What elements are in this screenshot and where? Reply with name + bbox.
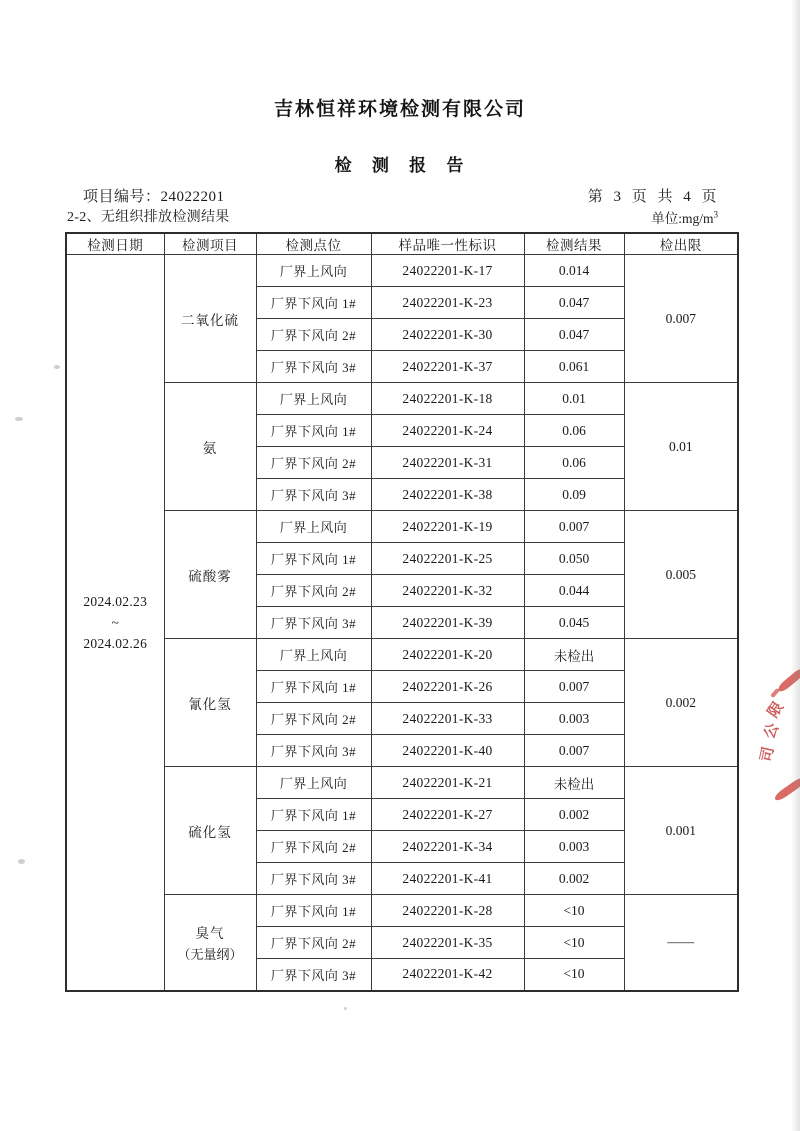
date-tilde: ~ — [111, 614, 120, 630]
item-cell — [164, 895, 256, 991]
header-sample-id: 样品唯一性标识 — [371, 233, 524, 255]
point-cell: 厂界下风向 3# — [256, 959, 371, 991]
sample-id-cell: 24022201-K-27 — [371, 799, 524, 831]
result-cell: 0.003 — [524, 703, 624, 735]
sample-id-cell: 24022201-K-40 — [371, 735, 524, 767]
item-cell: 氨 — [164, 383, 256, 511]
limit-cell: 0.01 — [624, 383, 738, 511]
result-cell: 0.061 — [524, 351, 624, 383]
project-number-label: 项目编号： — [83, 189, 161, 205]
result-cell: 0.002 — [524, 863, 624, 895]
result-cell: 0.06 — [524, 415, 624, 447]
table-row — [66, 383, 738, 415]
result-cell: 0.09 — [524, 479, 624, 511]
result-cell: 0.047 — [524, 287, 624, 319]
table-row — [66, 639, 738, 671]
sample-id-cell: 24022201-K-17 — [371, 255, 524, 287]
sample-id-cell: 24022201-K-33 — [371, 703, 524, 735]
result-cell: <10 — [524, 959, 624, 991]
result-cell: 0.044 — [524, 575, 624, 607]
sample-id-cell: 24022201-K-38 — [371, 479, 524, 511]
sample-id-cell: 24022201-K-37 — [371, 351, 524, 383]
result-cell: 0.01 — [524, 383, 624, 415]
item-cell: 硫酸雾 — [164, 511, 256, 639]
item-cell: 二氧化硫 — [164, 255, 256, 383]
scan-speck — [15, 417, 23, 421]
sample-id-cell: 24022201-K-42 — [371, 959, 524, 991]
table-row — [66, 511, 738, 543]
scan-speck — [18, 859, 25, 864]
result-cell: 0.003 — [524, 831, 624, 863]
scan-speck — [344, 1007, 347, 1010]
item-name: 臭气 — [195, 925, 225, 941]
point-cell: 厂界下风向 1# — [256, 895, 371, 927]
sample-id-cell: 24022201-K-25 — [371, 543, 524, 575]
stamp-char: 司 — [758, 745, 778, 764]
result-cell: <10 — [524, 927, 624, 959]
unit-superscript: 3 — [713, 209, 718, 220]
point-cell: 厂界下风向 3# — [256, 863, 371, 895]
page-indicator: 第 3 页 共 4 页 — [587, 189, 718, 205]
limit-cell: 0.005 — [624, 511, 738, 639]
point-cell: 厂界下风向 2# — [256, 703, 371, 735]
stamp-char: 公 — [761, 721, 783, 742]
limit-cell: 0.002 — [624, 639, 738, 767]
result-cell: 未检出 — [524, 639, 624, 671]
table-row — [66, 255, 738, 287]
date-start: 2024.02.23 — [83, 593, 148, 609]
point-cell: 厂界上风向 — [256, 383, 371, 415]
result-cell: 0.045 — [524, 607, 624, 639]
sample-id-cell: 24022201-K-18 — [371, 383, 524, 415]
result-cell: 0.06 — [524, 447, 624, 479]
point-cell: 厂界下风向 1# — [256, 287, 371, 319]
sample-id-cell: 24022201-K-41 — [371, 863, 524, 895]
date-end: 2024.02.26 — [83, 635, 148, 651]
limit-cell: —— — [624, 895, 738, 991]
header-detection-limit: 检出限 — [624, 233, 738, 255]
header-test-result: 检测结果 — [524, 233, 624, 255]
results-table — [65, 232, 739, 992]
header-test-date: 检测日期 — [66, 233, 164, 255]
project-number — [83, 185, 225, 206]
sample-id-cell: 24022201-K-23 — [371, 287, 524, 319]
result-cell: 0.047 — [524, 319, 624, 351]
point-cell: 厂界下风向 3# — [256, 479, 371, 511]
section-title: 2-2、无组织排放检测结果 — [67, 210, 230, 225]
limit-cell: 0.001 — [624, 767, 738, 895]
project-number-value: 24022201 — [160, 189, 225, 205]
sample-id-cell: 24022201-K-31 — [371, 447, 524, 479]
table-row — [66, 895, 738, 927]
point-cell: 厂界下风向 2# — [256, 447, 371, 479]
header-test-item: 检测项目 — [164, 233, 256, 255]
sample-id-cell: 24022201-K-39 — [371, 607, 524, 639]
limit-cell: 0.007 — [624, 255, 738, 383]
result-cell: 0.007 — [524, 671, 624, 703]
point-cell: 厂界下风向 2# — [256, 927, 371, 959]
sample-id-cell: 24022201-K-21 — [371, 767, 524, 799]
stamp-fragment — [770, 688, 780, 698]
sample-id-cell: 24022201-K-24 — [371, 415, 524, 447]
sample-id-cell: 24022201-K-35 — [371, 927, 524, 959]
point-cell: 厂界上风向 — [256, 255, 371, 287]
stamp-char: 限 — [765, 699, 787, 721]
sample-id-cell: 24022201-K-28 — [371, 895, 524, 927]
header-test-point: 检测点位 — [256, 233, 371, 255]
point-cell: 厂界下风向 3# — [256, 735, 371, 767]
point-cell: 厂界下风向 2# — [256, 831, 371, 863]
result-cell: 0.050 — [524, 543, 624, 575]
sample-id-cell: 24022201-K-30 — [371, 319, 524, 351]
point-cell: 厂界下风向 1# — [256, 415, 371, 447]
point-cell: 厂界下风向 2# — [256, 319, 371, 351]
point-cell: 厂界下风向 2# — [256, 575, 371, 607]
item-cell: 氰化氢 — [164, 639, 256, 767]
table-header-row — [66, 233, 738, 255]
sample-id-cell: 24022201-K-26 — [371, 671, 524, 703]
sample-id-cell: 24022201-K-34 — [371, 831, 524, 863]
result-cell: 0.007 — [524, 511, 624, 543]
unit-label — [600, 207, 718, 227]
point-cell: 厂界下风向 1# — [256, 799, 371, 831]
sample-id-cell: 24022201-K-19 — [371, 511, 524, 543]
sample-id-cell: 24022201-K-20 — [371, 639, 524, 671]
date-range-cell — [66, 255, 164, 991]
point-cell: 厂界下风向 1# — [256, 671, 371, 703]
point-cell: 厂界上风向 — [256, 767, 371, 799]
point-cell: 厂界上风向 — [256, 639, 371, 671]
result-cell: 0.002 — [524, 799, 624, 831]
scan-speck — [54, 365, 60, 369]
point-cell: 厂界上风向 — [256, 511, 371, 543]
result-cell: <10 — [524, 895, 624, 927]
table-row — [66, 767, 738, 799]
result-cell: 0.007 — [524, 735, 624, 767]
item-cell: 硫化氢 — [164, 767, 256, 895]
point-cell: 厂界下风向 3# — [256, 607, 371, 639]
company-title: 吉林恒祥环境检测有限公司 — [273, 99, 526, 120]
sample-id-cell: 24022201-K-32 — [371, 575, 524, 607]
unit-text: 单位:mg/m — [651, 211, 714, 226]
point-cell: 厂界下风向 1# — [256, 543, 371, 575]
point-cell: 厂界下风向 3# — [256, 351, 371, 383]
result-cell: 0.014 — [524, 255, 624, 287]
item-subtitle: （无量纲） — [177, 946, 243, 962]
page-edge-shading — [791, 0, 800, 1131]
result-cell: 未检出 — [524, 767, 624, 799]
report-title: 检 测 报 告 — [334, 156, 466, 175]
